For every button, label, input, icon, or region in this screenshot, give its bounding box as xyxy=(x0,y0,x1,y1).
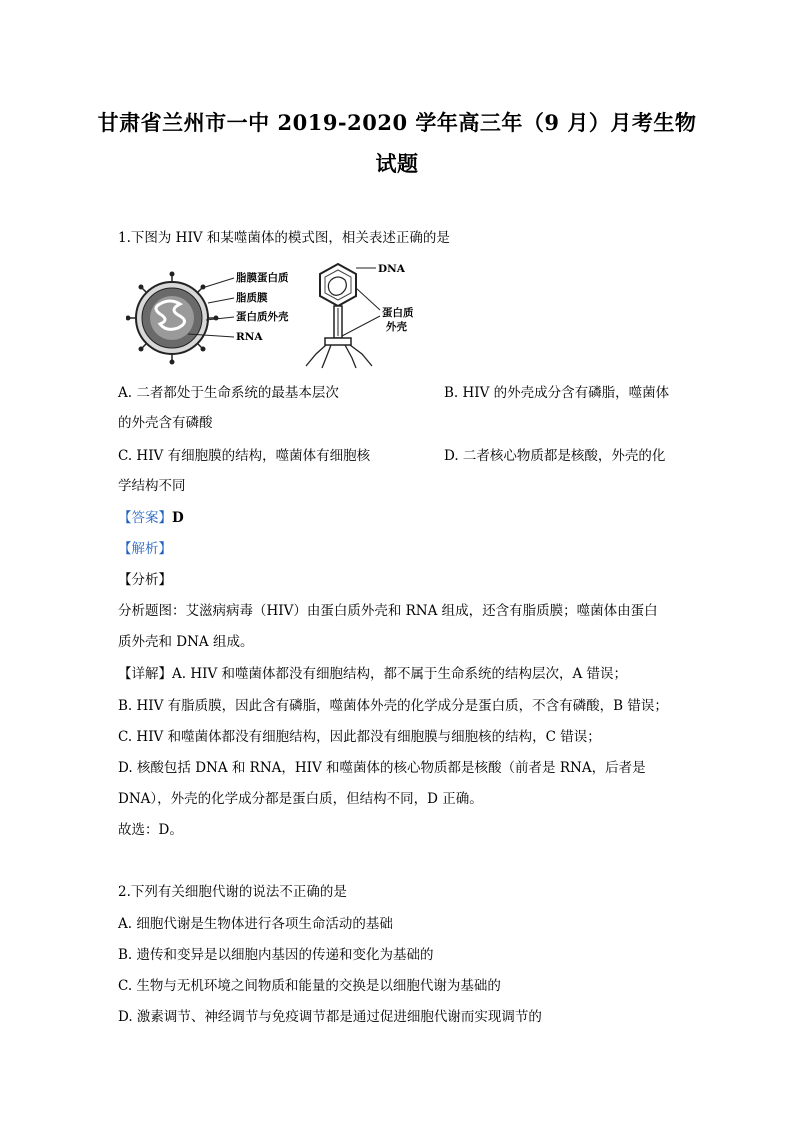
question-2-stem: 2.下列有关细胞代谢的说法不正确的是 xyxy=(118,884,347,900)
detail-tag: 【详解】 xyxy=(118,666,172,682)
conclusion: 故选：D。 xyxy=(118,822,183,838)
question-1-stem: 1.下图为 HIV 和某噬菌体的模式图，相关表述正确的是 xyxy=(118,230,450,246)
label-rna: RNA xyxy=(236,331,263,343)
q1-option-c: C. HIV 有细胞膜的结构，噬菌体有细胞核 xyxy=(118,448,371,464)
q2-option-d: D. 激素调节、神经调节与免疫调节都是通过促进细胞代谢而实现调节的 xyxy=(118,1009,542,1025)
page-title-line-1: 甘肃省兰州市一中 2019-2020 学年高三年（9 月）月考生物 xyxy=(97,110,697,135)
detail-line-4: D. 核酸包括 DNA 和 RNA，HIV 和噬菌体的核心物质都是核酸（前者是 RNA，后者是 xyxy=(118,760,646,776)
label-phage-protein-1: 蛋白质 xyxy=(382,307,414,319)
label-lipid-membrane: 脂质膜 xyxy=(236,292,268,304)
q1-option-d-line-1: D. 二者核心物质都是核酸，外壳的化 xyxy=(444,448,666,464)
q2-option-c: C. 生物与无机环境之间物质和能量的交换是以细胞代谢为基础的 xyxy=(118,978,501,994)
label-protein-shell: 蛋白质外壳 xyxy=(236,311,289,323)
answer-value: D xyxy=(172,510,184,526)
label-phage-protein-2: 外壳 xyxy=(386,321,407,333)
label-dna: DNA xyxy=(378,263,405,275)
q2-option-a: A. 细胞代谢是生物体进行各项生命活动的基础 xyxy=(118,916,393,932)
detail-line-3: C. HIV 和噬菌体都没有细胞结构，因此都没有细胞膜与细胞核的结构，C 错误； xyxy=(118,729,601,745)
detail-line-1 xyxy=(118,665,627,683)
label-lipid-protein: 脂膜蛋白质 xyxy=(236,272,289,284)
q1-option-b-line-1: B. HIV 的外壳成分含有磷脂，噬菌体 xyxy=(444,385,670,401)
fenxi-text-line-1: 分析题图：艾滋病病毒（HIV）由蛋白质外壳和 RNA 组成，还含有脂质膜；噬菌体由蛋白 xyxy=(118,603,658,619)
fenxi-text-line-2: 质外壳和 DNA 组成。 xyxy=(118,634,254,650)
detail-text-1: A. HIV 和噬菌体都没有细胞结构，都不属于生命系统的结构层次，A 错误； xyxy=(172,666,628,682)
hiv-illustration xyxy=(126,271,289,365)
q2-option-b: B. 遗传和变异是以细胞内基因的传递和变化为基础的 xyxy=(118,947,434,963)
page-title-line-2: 试题 xyxy=(375,151,419,176)
detail-line-2: B. HIV 有脂质膜，因此含有磷脂，噬菌体外壳的化学成分是蛋白质，不含有磷酸，B 错误； xyxy=(118,698,668,714)
q1-option-a: A. 二者都处于生命系统的最基本层次 xyxy=(118,385,339,401)
phage-illustration xyxy=(306,263,414,368)
fenxi-tag: 【分析】 xyxy=(118,572,172,588)
q1-option-b-line-2: 的外壳含有磷酸 xyxy=(118,415,213,431)
q1-answer-row xyxy=(118,509,184,527)
analysis-tag: 【解析】 xyxy=(118,541,172,557)
hiv-phage-diagram xyxy=(126,258,426,370)
detail-line-5: DNA），外壳的化学成分都是蛋白质，但结构不同，D 正确。 xyxy=(118,791,483,807)
answer-tag: 【答案】 xyxy=(118,510,172,526)
q1-option-d-line-2: 学结构不同 xyxy=(118,478,186,494)
